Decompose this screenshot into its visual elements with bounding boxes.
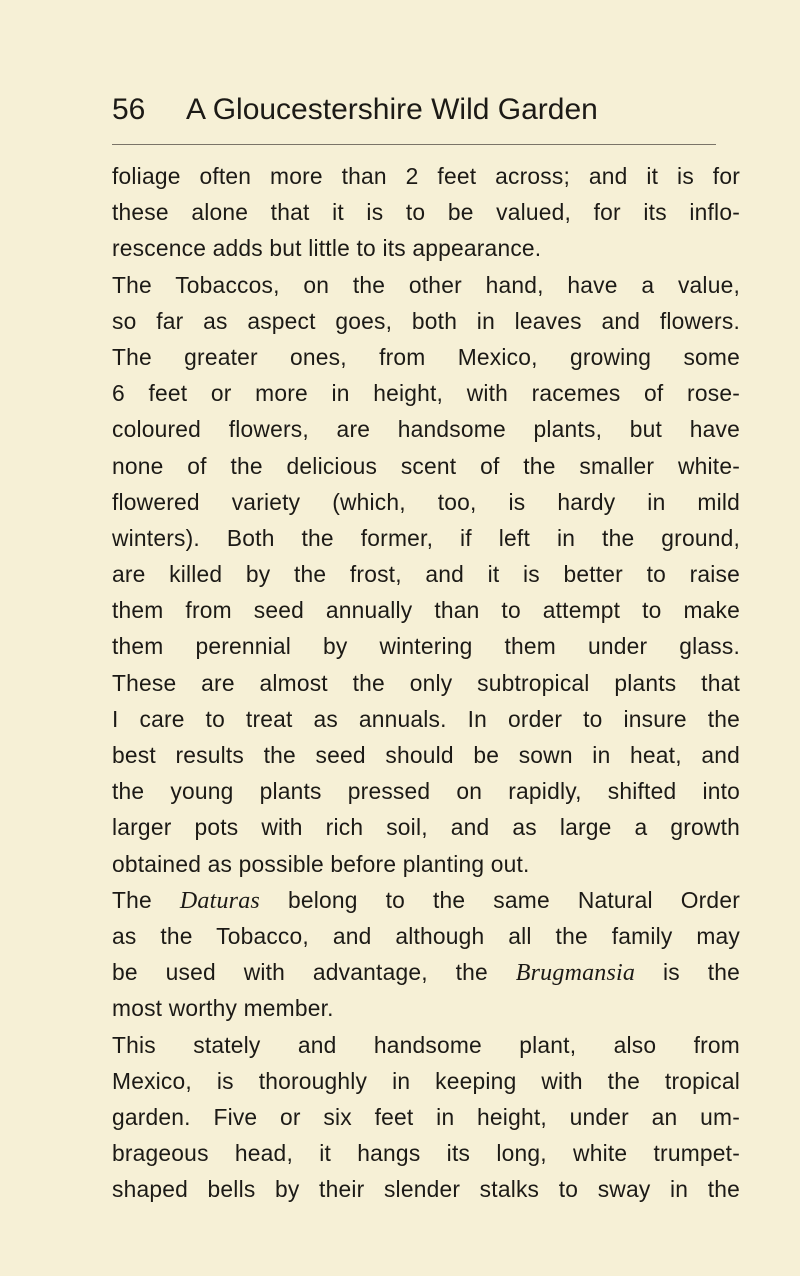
text-line: coloured flowers, are handsome plants, but have [112, 416, 740, 443]
text-line: larger pots with rich soil, and as large a growth [112, 814, 740, 841]
text-run: be used with advantage, the [112, 959, 516, 986]
text-line: best results the seed should be sown in heat, and [112, 742, 740, 768]
text-line: rescence adds but little to its appearance. [112, 235, 542, 262]
text-line: The Tobaccos, on the other hand, have a value, [112, 271, 740, 298]
text-line: most worthy member. [112, 995, 334, 1022]
text-line: brageous head, it hangs its long, white trumpet- [112, 1140, 740, 1167]
text-line: flowered variety (which, too, is hardy in mild [112, 488, 740, 515]
text-line: shaped bells by their slender stalks to sway in the [112, 1176, 740, 1203]
text-line-with-italic [112, 954, 740, 990]
text-line-with-italic [112, 882, 740, 918]
header-rule [112, 144, 716, 145]
text-line: The greater ones, from Mexico, growing some [112, 343, 740, 370]
text-line: are killed by the frost, and it is better to raise [112, 561, 740, 588]
page-number: 56 [112, 93, 146, 126]
running-head [112, 88, 712, 132]
text-line: none of the delicious scent of the smaller white- [112, 452, 740, 479]
text-line: Mexico, is thoroughly in keeping with the tropical [112, 1067, 740, 1094]
text-line: I care to treat as annuals. In order to insure the [112, 705, 740, 732]
text-line: as the Tobacco, and although all the family may [112, 922, 740, 949]
text-line: these alone that it is to be valued, for its inflo- [112, 199, 740, 226]
text-line: These are almost the only subtropical plants that [112, 669, 740, 696]
text-line: This stately and handsome plant, also from [112, 1031, 740, 1058]
text-run: belong to the same Natural Order [259, 886, 740, 913]
text-line: the young plants pressed on rapidly, shifted into [112, 778, 740, 805]
text-line: so far as aspect goes, both in leaves and flowers. [112, 307, 740, 334]
text-line: foliage often more than 2 feet across; and it is for [112, 163, 740, 189]
body-text [112, 158, 740, 1207]
text-line: 6 feet or more in height, with racemes of rose- [112, 380, 740, 407]
text-line: garden. Five or six feet in height, under an um- [112, 1103, 740, 1130]
text-line: them perennial by wintering them under glass. [112, 633, 740, 660]
italic-term-brugmansia: Brugmansia [515, 960, 636, 987]
italic-term-daturas: Daturas [179, 887, 260, 914]
text-line: them from seed annually than to attempt to make [112, 597, 740, 624]
text-run: The [112, 886, 180, 913]
text-line: winters). Both the former, if left in the ground, [112, 524, 740, 551]
book-title: A Gloucestershire Wild Garden [186, 93, 598, 126]
text-line: obtained as possible before planting out. [112, 850, 530, 877]
text-run: is the [635, 959, 740, 986]
